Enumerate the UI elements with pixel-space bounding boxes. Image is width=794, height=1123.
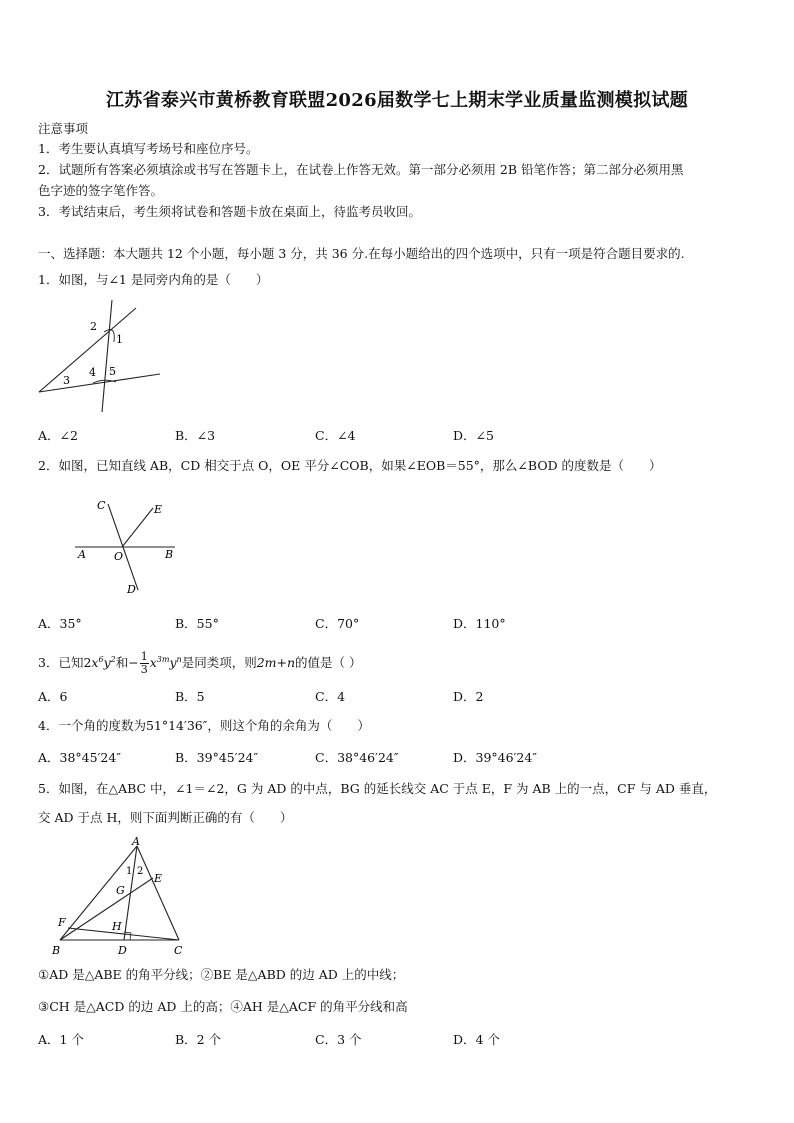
fig2-label-e: E	[154, 503, 163, 516]
q3-term2-x: x	[149, 655, 157, 671]
fig1-label-1: 1	[116, 333, 123, 346]
q3-expression: 2m+n	[256, 655, 296, 671]
fig2-label-b: B	[165, 548, 174, 561]
fig5-label-b: B	[52, 944, 61, 957]
q2-option-b[interactable]: B．55°	[175, 616, 219, 631]
question-5-stem-line-1: 5．如图，在△ABC 中，∠1＝∠2，G 为 AD 的中点，BG 的延长线交 AC 于点 E，F 为 AB 上的一点，CF 与 AD 垂直，	[38, 781, 717, 796]
fig2-ray-oe	[122, 508, 153, 547]
fig5-label-c: C	[174, 944, 183, 957]
q3-text-and: 和	[115, 655, 129, 671]
fig2-label-d: D	[127, 583, 136, 596]
fig2-label-c: C	[97, 499, 106, 512]
q3-term1-x: x	[91, 655, 99, 671]
question-5-stem-line-2: 交 AD 于点 H，则下面判断正确的有（ ）	[38, 810, 293, 825]
fig5-label-1: 1	[126, 866, 133, 877]
question-3-stem	[38, 648, 362, 676]
fig5-segment-cf	[68, 928, 179, 940]
q1-option-a[interactable]: A．∠2	[38, 428, 78, 443]
notice-heading: 注意事项	[38, 121, 89, 136]
q5-option-d[interactable]: D．4 个	[453, 1032, 500, 1047]
q2-option-a[interactable]: A．35°	[38, 616, 82, 631]
fig5-segment-be	[60, 878, 153, 940]
fig5-label-f: F	[58, 916, 66, 929]
fig5-label-e: E	[154, 872, 163, 885]
question-2-stem: 2．如图，已知直线 AB，CD 相交于点 O，OE 平分∠COB，如果∠EOB＝55°，那么∠BOD 的度数是（ ）	[38, 458, 662, 473]
q5-option-b[interactable]: B．2 个	[175, 1032, 222, 1047]
fig5-label-h: H	[112, 920, 122, 933]
question-2-figure	[70, 494, 190, 600]
q3-term2-y: y	[169, 655, 177, 671]
q3-frac-den: 3	[140, 663, 148, 677]
question-1-figure	[36, 296, 166, 416]
q3-term1-exp-y: 2	[110, 655, 116, 664]
q3-text-b: 是同类项，则	[181, 655, 257, 671]
q1-option-b[interactable]: B．∠3	[175, 428, 216, 443]
notice-item-2: 2．试题所有答案必须填涂或书写在答题卡上，在试卷上作答无效。第一部分必须用 2B 铅笔作答；第二部分必须用黑	[38, 162, 684, 177]
q4-option-c[interactable]: C．38°46′24″	[315, 750, 399, 765]
fig5-label-g: G	[116, 884, 125, 897]
q3-option-c[interactable]: C．4	[315, 689, 346, 704]
q4-option-b[interactable]: B．39°45′24″	[175, 750, 259, 765]
q3-option-d[interactable]: D．2	[453, 689, 484, 704]
fig1-label-2: 2	[90, 320, 97, 333]
notice-item-2-cont: 色字迹的签字笔作答。	[38, 183, 164, 198]
fig1-label-4: 4	[89, 366, 96, 379]
q4-option-a[interactable]: A．38°45′24″	[38, 750, 122, 765]
q3-option-b[interactable]: B．5	[175, 689, 205, 704]
fig5-side-ac	[137, 846, 179, 940]
q3-neg-sign: −	[128, 655, 139, 671]
q1-option-c[interactable]: C．∠4	[315, 428, 356, 443]
q3-text-a: 3．已知	[38, 655, 84, 671]
q3-term2	[150, 655, 182, 670]
notice-item-1: 1．考生要认真填写考场号和座位序号。	[38, 141, 259, 156]
q3-frac-num: 1	[140, 650, 148, 664]
fig5-label-a: A	[132, 835, 140, 848]
q2-option-d[interactable]: D．110°	[453, 616, 506, 631]
fig2-label-o: O	[114, 550, 124, 563]
q3-term2-exp-y: n	[176, 655, 182, 664]
q3-term2-exp-x: 3m	[156, 655, 170, 664]
q3-option-a[interactable]: A．6	[38, 689, 68, 704]
q3-text-c: 的值是（ ）	[295, 655, 362, 671]
fig2-label-a: A	[78, 548, 86, 561]
fig1-line-transversal	[102, 300, 112, 412]
fig5-label-2: 2	[137, 866, 144, 877]
q2-option-c[interactable]: C．70°	[315, 616, 360, 631]
q5-option-c[interactable]: C．3 个	[315, 1032, 362, 1047]
fig5-label-d: D	[118, 944, 127, 957]
fig1-label-3: 3	[63, 374, 70, 387]
q3-term1	[83, 655, 115, 670]
question-5-statements-1: ①AD 是△ABE 的角平分线；②BE 是△ABD 的边 AD 上的中线；	[38, 967, 405, 982]
q3-term1-coef: 2	[83, 655, 92, 671]
question-5-statements-2: ③CH 是△ACD 的边 AD 上的高；④AH 是△ACF 的角平分线和高	[38, 999, 408, 1014]
q1-option-d[interactable]: D．∠5	[453, 428, 494, 443]
q3-term1-y: y	[103, 655, 111, 671]
page-title: 江苏省泰兴市黄桥教育联盟2026届数学七上期末学业质量监测模拟试题	[106, 90, 688, 111]
fig1-label-5: 5	[109, 365, 116, 378]
section-heading: 一、选择题：本大题共 12 个小题，每小题 3 分，共 36 分.在每小题给出的四个选项中，只有一项是符合题目要求的.	[38, 246, 685, 261]
question-5-figure	[50, 834, 195, 960]
q5-option-a[interactable]: A．1 个	[38, 1032, 84, 1047]
q3-term1-exp-x: 6	[98, 655, 104, 664]
q3-fraction	[140, 651, 149, 676]
question-1-stem: 1．如图，与∠1 是同旁内角的是（ ）	[38, 272, 269, 287]
question-4-stem: 4．一个角的度数为51°14′36″，则这个角的余角为（ ）	[38, 718, 370, 733]
notice-item-3: 3．考试结束后，考生须将试卷和答题卡放在桌面上，待监考员收回。	[38, 204, 421, 219]
q4-option-d[interactable]: D．39°46′24″	[453, 750, 537, 765]
